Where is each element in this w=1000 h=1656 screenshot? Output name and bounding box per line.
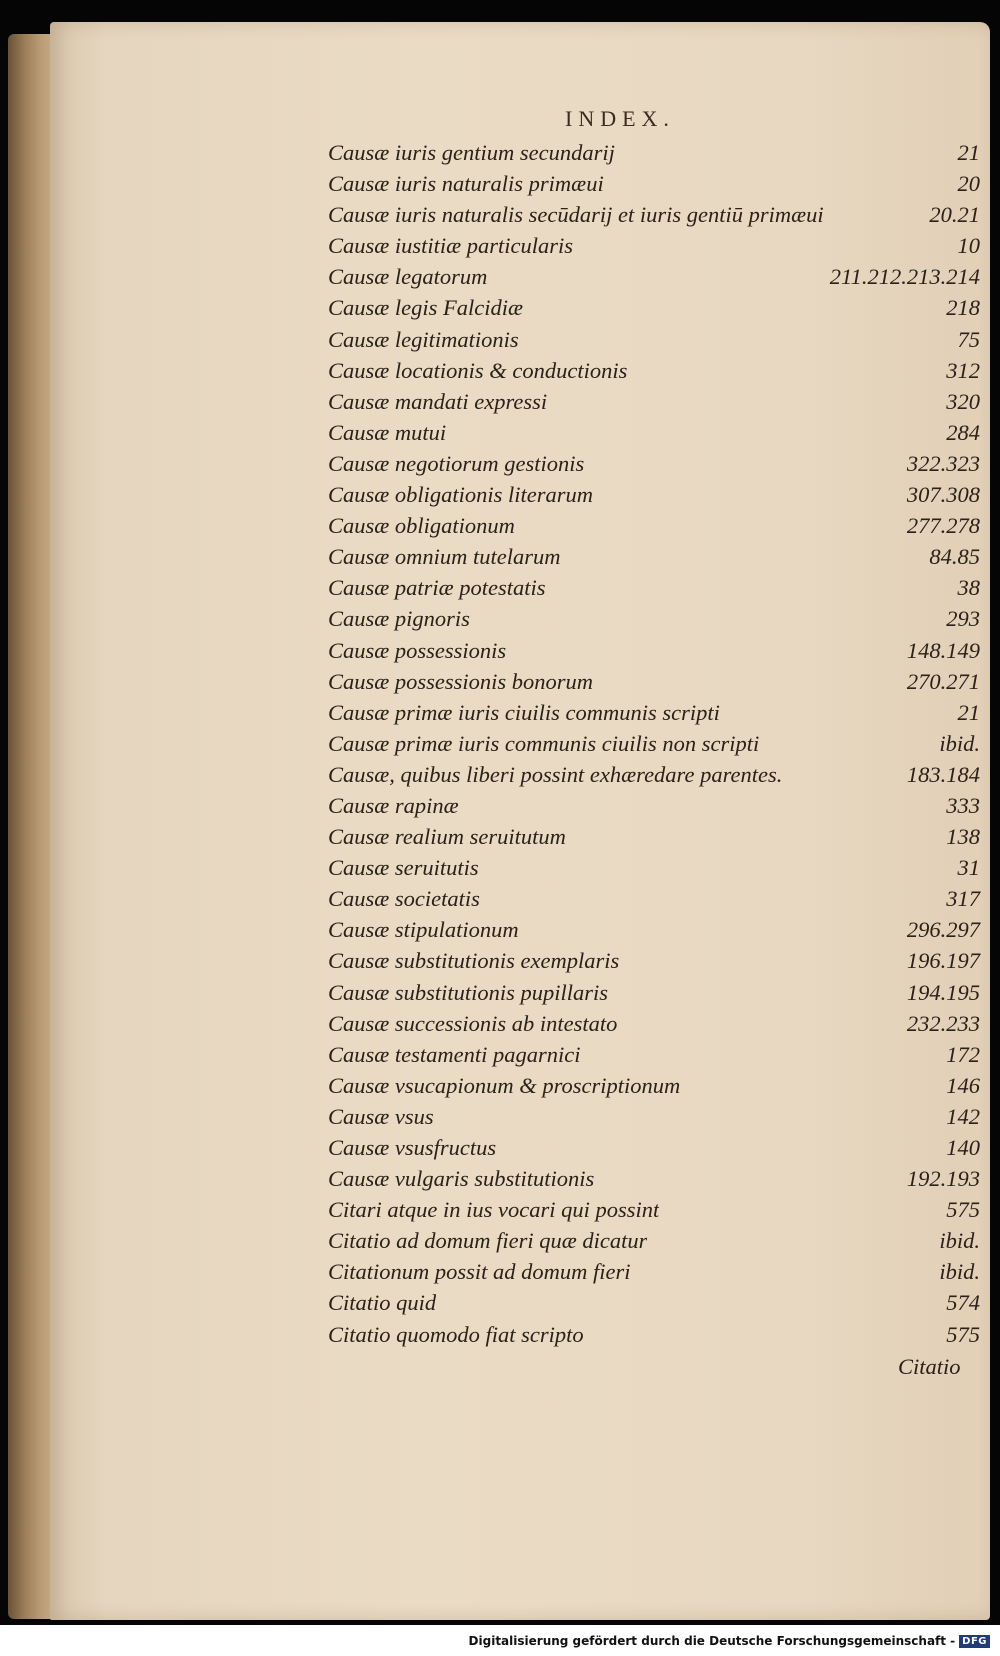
entry-page-number: 140	[946, 1135, 980, 1160]
entry-page-number: 20	[957, 171, 980, 197]
entry-term: Causæ societatis	[328, 886, 480, 912]
index-entry	[328, 451, 980, 482]
index-entry	[328, 1104, 980, 1135]
entry-term: Causæ iuris naturalis primæui	[328, 171, 604, 197]
entry-term: Causæ iuris naturalis secūdarij et iuris gentiū primæui	[328, 202, 824, 228]
entry-page-number: 277.278	[906, 513, 980, 539]
entry-term: Causæ realium seruitutum	[328, 824, 566, 850]
index-entry	[328, 1135, 980, 1166]
index-entry	[328, 824, 980, 855]
index-entry	[328, 358, 980, 389]
catchword: Citatio	[898, 1354, 961, 1379]
entry-page-number: 296.297	[906, 917, 980, 943]
credit-text: Digitalisierung gefördert durch die Deutsche Forschungsgemeinschaft -	[468, 1634, 956, 1648]
entry-term: Citatio quid	[328, 1290, 437, 1316]
index-entry	[328, 544, 980, 575]
entry-term: Causæ possessionis	[328, 637, 507, 663]
entry-page-number: 21	[957, 140, 980, 165]
index-entry	[328, 700, 980, 731]
index-entry	[328, 1259, 980, 1290]
index-entry	[328, 1197, 980, 1228]
entry-term: Causæ successionis ab intestato	[328, 1010, 618, 1036]
index-entry	[328, 731, 980, 762]
entry-page-number: 31	[957, 855, 980, 881]
entry-term: Citatio quomodo fiat scripto	[328, 1321, 584, 1347]
index-entry	[328, 420, 980, 451]
entry-page-number: ibid.	[939, 1228, 980, 1254]
entry-page-number: 320	[946, 388, 980, 414]
entry-page-number: 196.197	[906, 948, 980, 974]
entry-term: Causæ mandati expressi	[328, 388, 548, 414]
entry-page-number: 172	[946, 1041, 980, 1067]
index-entry	[328, 140, 980, 171]
index-entry	[328, 638, 980, 669]
index-entry	[328, 1042, 980, 1073]
index-entry	[328, 233, 980, 264]
entry-page-number: 312	[946, 357, 980, 383]
entry-term: Causæ iustitiæ particularis	[328, 233, 574, 259]
entry-page-number: 322.323	[906, 450, 980, 476]
entry-term: Causæ legatorum	[328, 264, 488, 290]
index-entry	[328, 1290, 980, 1321]
index-entry	[328, 1228, 980, 1259]
entry-term: Causæ substitutionis exemplaris	[328, 948, 620, 974]
entry-term: Causæ vsus	[328, 1103, 434, 1129]
entry-term: Causæ substitutionis pupillaris	[328, 979, 609, 1005]
entry-term: Causæ vulgaris substitutionis	[328, 1166, 595, 1192]
entry-page-number: 20.21	[929, 202, 980, 228]
entry-term: Causæ primæ iuris ciuilis communis scripti	[328, 699, 720, 725]
entry-term: Causæ pignoris	[328, 606, 470, 632]
index-entry	[328, 855, 980, 886]
entry-page-number: 211.212.213.214	[829, 264, 980, 290]
entry-page-number: 218	[946, 295, 980, 321]
index-entry	[328, 1073, 980, 1104]
entry-page-number: 333	[946, 792, 980, 818]
dfg-logo: DFG	[959, 1635, 990, 1648]
index-entry	[328, 793, 980, 824]
index-entry	[328, 513, 980, 544]
index-entry	[328, 980, 980, 1011]
index-entry	[328, 327, 980, 358]
entry-page-number: 183.184	[906, 761, 980, 787]
entry-term: Causæ obligationis literarum	[328, 482, 594, 508]
entry-term: Causæ testamenti pagarnici	[328, 1041, 581, 1067]
index-entry	[328, 606, 980, 637]
entry-term: Causæ primæ iuris communis ciuilis non scripti	[328, 730, 760, 756]
entry-page-number: 75	[957, 326, 980, 352]
entry-term: Causæ legitimationis	[328, 326, 519, 352]
entry-page-number: 575	[946, 1197, 980, 1223]
entry-term: Causæ legis Falcidiæ	[328, 295, 524, 321]
entry-term: Causæ stipulationum	[328, 917, 519, 943]
entry-term: Citari atque in ius vocari qui possint	[328, 1197, 660, 1223]
index-entry	[328, 762, 980, 793]
entry-term: Causæ vsucapionum & proscriptionum	[328, 1072, 681, 1098]
index-entry	[328, 295, 980, 326]
index-entry	[328, 1011, 980, 1042]
index-entry	[328, 948, 980, 979]
entry-term: Causæ negotiorum gestionis	[328, 450, 585, 476]
entry-page-number: 10	[957, 233, 980, 259]
index-entry	[328, 669, 980, 700]
entry-term: Causæ obligationum	[328, 513, 515, 539]
entry-term: Causæ locationis & conductionis	[328, 357, 628, 383]
index-entry	[328, 389, 980, 420]
running-head: INDEX.	[565, 106, 675, 131]
entry-page-number: 575	[946, 1321, 980, 1347]
index-entry	[328, 1322, 980, 1353]
index-entry	[328, 1166, 980, 1197]
entry-page-number: 142	[946, 1103, 980, 1129]
entry-term: Causæ vsusfructus	[328, 1135, 497, 1160]
index-entry	[328, 171, 980, 202]
entry-term: Causæ rapinæ	[328, 792, 459, 818]
index-entry	[328, 264, 980, 295]
entry-page-number: 307.308	[906, 482, 980, 508]
entry-term: Causæ patriæ potestatis	[328, 575, 546, 601]
entry-term: Citationum possit ad domum fieri	[328, 1259, 631, 1285]
entry-page-number: ibid.	[939, 730, 980, 756]
entry-page-number: 284	[946, 419, 980, 445]
entry-page-number: 146	[946, 1072, 980, 1098]
entry-page-number: 293	[946, 606, 980, 632]
entry-term: Causæ omnium tutelarum	[328, 544, 561, 570]
entry-page-number: 232.233	[906, 1010, 980, 1036]
entry-term: Causæ possessionis bonorum	[328, 668, 594, 694]
entry-page-number: 138	[946, 824, 980, 850]
index-entry	[328, 575, 980, 606]
entry-term: Causæ mutui	[328, 419, 447, 445]
index-entry	[328, 202, 980, 233]
entry-term: Citatio ad domum fieri quæ dicatur	[328, 1228, 648, 1254]
entry-page-number: 21	[957, 699, 980, 725]
entry-page-number: 574	[946, 1290, 980, 1316]
entry-page-number: ibid.	[939, 1259, 980, 1285]
entry-term: Causæ, quibus liberi possint exhæredare parentes.	[328, 761, 783, 787]
index-entry	[328, 482, 980, 513]
entry-page-number: 84.85	[929, 544, 980, 570]
index-entries	[328, 140, 980, 1353]
entry-page-number: 317	[946, 886, 980, 912]
index-entry	[328, 886, 980, 917]
index-entry	[328, 917, 980, 948]
digitization-credit	[469, 1634, 990, 1648]
entry-page-number: 148.149	[906, 637, 980, 663]
entry-page-number: 270.271	[906, 668, 980, 694]
entry-page-number: 38	[957, 575, 980, 601]
entry-term: Causæ seruitutis	[328, 855, 479, 881]
entry-term: Causæ iuris gentium secundarij	[328, 140, 615, 165]
entry-page-number: 194.195	[906, 979, 980, 1005]
entry-page-number: 192.193	[906, 1166, 980, 1192]
